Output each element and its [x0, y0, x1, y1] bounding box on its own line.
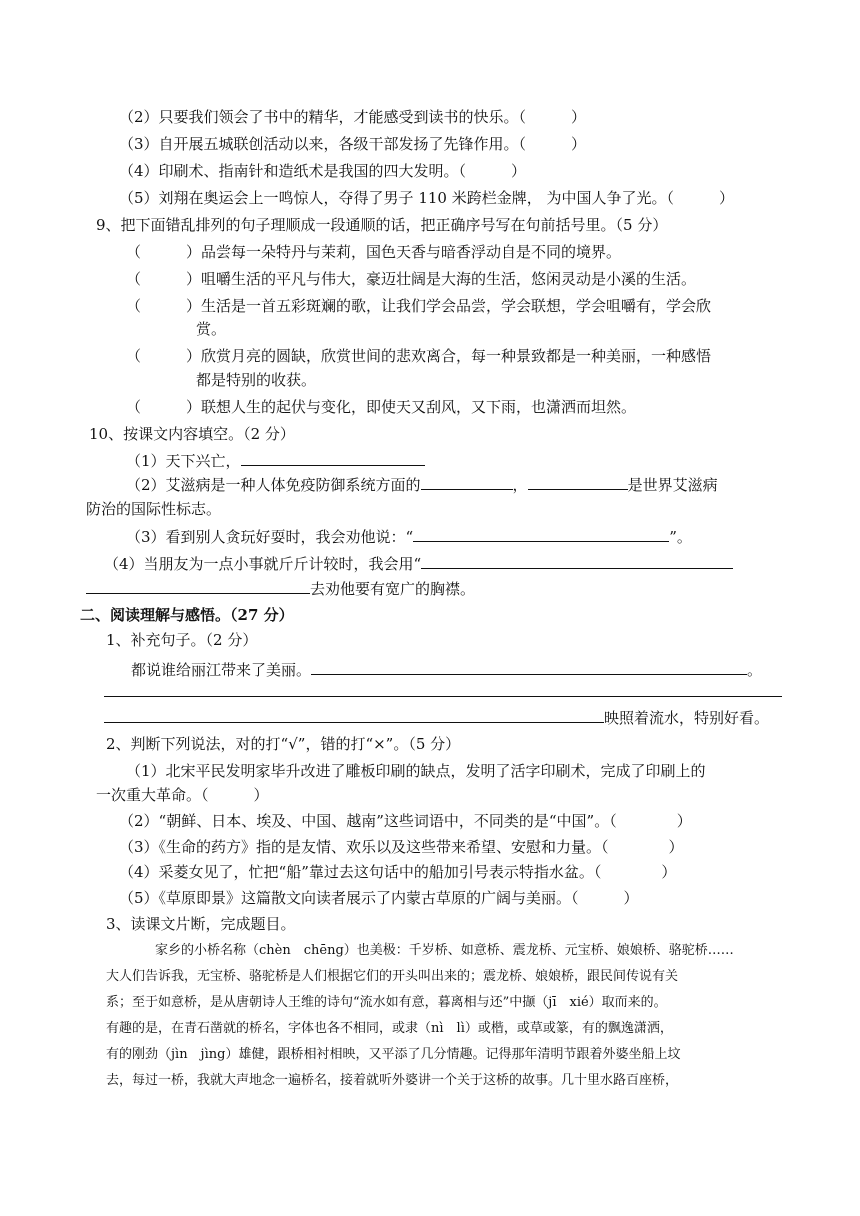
q9-line-5: （ ）联想人生的起伏与变化，即使天又刮风，又下雨，也潇洒而坦然。 [126, 398, 637, 416]
q9-title: 9、把下面错乱排列的句子理顺成一段通顺的话，把正确序号写在句前括号里。（5 分） [96, 216, 668, 234]
q10-part-2-cont: 防治的国际性标志。 [86, 500, 222, 518]
s2-q1-blank-1[interactable] [311, 659, 747, 675]
q9-line-3: （ ）生活是一首五彩斑斓的歌，让我们学会品尝，学会联想，学会咀嚼有，学会欣 [126, 297, 712, 315]
passage-line-5: 有的刚劲（jìn jìng）雄健，跟桥相衬相映，又平添了几分情趣。记得那年清明节跟着外婆坐船上坟 [106, 1047, 681, 1062]
q10-part-2-text-a: （2）艾滋病是一种人体免疫防御系统方面的 [126, 476, 421, 494]
q10-blank-4b[interactable] [86, 578, 310, 594]
q8-item-3: （3）自开展五城联创活动以来，各级干部发扬了先锋作用。（ ） [119, 135, 587, 153]
s2-q1-line-1 [131, 659, 762, 680]
q9-line-3-cont: 赏。 [196, 320, 227, 338]
q10-blank-4a[interactable] [421, 553, 733, 569]
s2-q2-item-5: （5）《草原即景》这篇散文向读者展示了内蒙古草原的广阔与美丽。（ ） [119, 889, 639, 907]
q10-part-1 [126, 450, 425, 471]
s2-q1-text-end: 。 [747, 661, 763, 679]
q10-blank-1[interactable] [241, 450, 425, 466]
s2-q2-item-1: （1）北宋平民发明家毕升改进了雕板印刷的缺点，发明了活字印刷术，完成了印刷上的 [126, 762, 706, 780]
s2-q2-item-3: （3）《生命的药方》指的是友情、欢乐以及这些带来希望、安慰和力量。（ ） [119, 838, 684, 856]
s2-q1-title: 1、补充句子。（2 分） [106, 631, 258, 649]
passage-line-3: 系；至于如意桥，是从唐朝诗人王维的诗句“流水如有意，暮离相与还”中撷（jī xié）取而来的。 [106, 995, 667, 1010]
q10-title: 10、按课文内容填空。（2 分） [89, 425, 295, 443]
passage-line-1: 家乡的小桥名称（chèn chēng）也美极：千岁桥、如意桥、震龙桥、元宝桥、娘娘桥、骆驼桥…… [155, 943, 734, 958]
s2-q1-text-a: 都说谁给丽江带来了美丽。 [131, 661, 312, 679]
s2-q1-text-c: 映照着流水，特别好看。 [604, 709, 770, 727]
q8-item-4: （4）印刷术、指南针和造纸术是我国的四大发明。（ ） [119, 162, 527, 180]
s2-q2-item-4: （4）采菱女见了，忙把“船”靠过去这句话中的船加引号表示特指水盆。（ ） [119, 863, 677, 881]
q10-part-1-text: （1）天下兴亡， [126, 452, 241, 470]
q9-line-4: （ ）欣赏月亮的圆缺，欣赏世间的悲欢离合，每一种景致都是一种美丽，一种感悟 [126, 347, 712, 365]
q10-part-3-text-a: （3）看到别人贪玩好耍时，我会劝他说：“ [126, 528, 414, 546]
q10-part-2-text-b: ， [512, 476, 528, 494]
passage-line-2: 大人们告诉我，无宝桥、骆驼桥是人们根据它们的开头叫出来的；震龙桥、娘娘桥，跟民间传说有关 [106, 969, 679, 984]
q9-line-1: （ ）品尝每一朵特丹与茉莉，国色天香与暗香浮动自是不同的境界。 [126, 243, 622, 261]
q10-blank-2b[interactable] [528, 474, 628, 490]
q8-item-5: （5）刘翔在奥运会上一鸣惊人，夺得了男子 110 米跨栏金牌， 为中国人争了光。（ ） [119, 189, 734, 207]
s2-q2-title: 2、判断下列说法，对的打“√”，错的打“×”。（5 分） [106, 735, 461, 753]
q10-part-2-text-c: 是世界艾滋病 [627, 476, 718, 494]
s2-q2-item-1-cont: 一次重大革命。（ ） [96, 786, 269, 804]
s2-q2-item-2: （2）“朝鲜、日本、埃及、中国、越南”这些词语中，不同类的是“中国”。（ ） [119, 812, 692, 830]
section-2-heading: 二、阅读理解与感悟。（27 分） [80, 606, 294, 624]
s2-q1-line-3 [104, 707, 769, 728]
q10-part-4-cont [86, 578, 475, 599]
passage-line-6: 去，每过一桥，我就大声地念一遍桥名，接着就听外婆讲一个关于这桥的故事。几十里水路百座桥， [106, 1073, 679, 1088]
q10-blank-3[interactable] [413, 526, 669, 542]
s2-q1-blank-2[interactable] [104, 696, 782, 697]
q10-part-4-text-a: （4）当朋友为一点小事就斤斤计较时，我会用“ [104, 555, 422, 573]
q9-line-2: （ ）咀嚼生活的平凡与伟大，豪迈壮阔是大海的生活，悠闲灵动是小溪的生活。 [126, 270, 697, 288]
q10-part-3 [126, 526, 692, 547]
q10-part-3-text-b: ”。 [669, 528, 692, 546]
q10-part-4-text-b: 去劝他要有宽广的胸襟。 [310, 580, 476, 598]
q8-item-2: （2）只要我们领会了书中的精华，才能感受到读书的快乐。（ ） [119, 108, 587, 126]
s2-q1-blank-3[interactable] [104, 707, 604, 723]
q10-part-4 [104, 553, 733, 574]
q10-blank-2a[interactable] [421, 474, 513, 490]
passage-line-4: 有趣的是，在青石凿就的桥名，字体也各不相同，或隶（nì lì）或楷，或草或篆，有的飘逸潇洒， [106, 1021, 673, 1036]
s2-q3-title: 3、读课文片断，完成题目。 [106, 915, 296, 933]
q9-line-4-cont: 都是特别的收获。 [196, 371, 317, 389]
q10-part-2 [126, 474, 718, 495]
